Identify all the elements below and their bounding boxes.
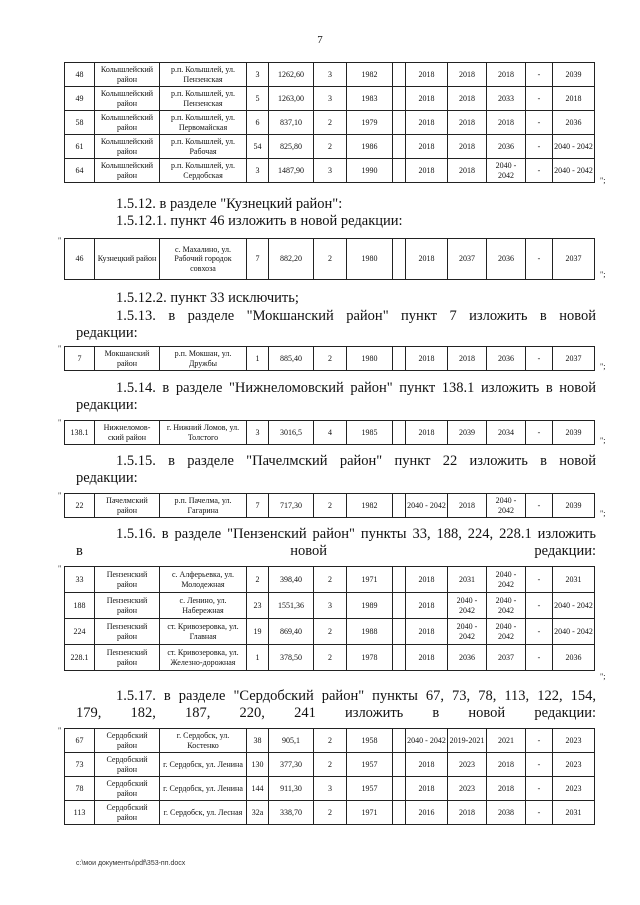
table-cell: 1263,00 bbox=[269, 87, 314, 111]
table-cell: 2033 bbox=[487, 87, 526, 111]
table-cell: ст. Кривозеровка, ул. Главная bbox=[160, 619, 247, 645]
table-cell: 2018 bbox=[406, 645, 448, 671]
table-cell: р.п. Колышлей, ул. Пензенская bbox=[160, 87, 247, 111]
table-cell: 2018 bbox=[448, 135, 487, 159]
table-cell: 717,30 bbox=[269, 494, 314, 518]
paragraph-line: 1.5.16. в разделе "Пензенский район" пункты 33, 188, 224, 228.1 изложить bbox=[116, 526, 596, 542]
table-cell: 2018 bbox=[448, 347, 487, 371]
table-cell: 2040 - 2042 bbox=[448, 593, 487, 619]
table-cell: 1983 bbox=[347, 87, 393, 111]
table-cell: Колышлейский район bbox=[95, 63, 160, 87]
footer-file-path: c:\мои документы\pdf\353-пп.docx bbox=[76, 860, 186, 867]
table-cell bbox=[393, 239, 406, 280]
table-cell: 1262,60 bbox=[269, 63, 314, 87]
table-cell bbox=[393, 645, 406, 671]
table-cell: г. Сердобск, ул. Костенко bbox=[160, 729, 247, 753]
table-cell: - bbox=[526, 593, 553, 619]
table-cell: 2018 bbox=[448, 801, 487, 825]
table-cell: 6 bbox=[247, 111, 269, 135]
table-cell: 2018 bbox=[406, 567, 448, 593]
table-cell: 2016 bbox=[406, 801, 448, 825]
table-cell: - bbox=[526, 494, 553, 518]
table-cell: 2018 bbox=[448, 63, 487, 87]
table-cell: 58 bbox=[65, 111, 95, 135]
table-cell: - bbox=[526, 729, 553, 753]
table-cell: Сердобский район bbox=[95, 801, 160, 825]
table-cell: 2034 bbox=[487, 421, 526, 445]
table-cell: 2036 bbox=[553, 111, 595, 135]
opening-quote: " bbox=[58, 491, 62, 500]
table-cell: с. Махалино, ул. Рабочий городок совхоза bbox=[160, 239, 247, 280]
table-cell: 378,50 bbox=[269, 645, 314, 671]
table-cell: 1487,90 bbox=[269, 159, 314, 183]
table-cell: 1957 bbox=[347, 753, 393, 777]
paragraph-1-5-12: 1.5.12. в разделе "Кузнецкий район": bbox=[116, 196, 343, 212]
table-cell: Нижнеломов-ский район bbox=[95, 421, 160, 445]
paragraph-line: 1.5.13. в разделе "Мокшанский район" пункт 7 изложить в новой bbox=[116, 308, 596, 324]
table-cell: 144 bbox=[247, 777, 269, 801]
table-cell: 138.1 bbox=[65, 421, 95, 445]
table-cell: 2036 bbox=[487, 239, 526, 280]
table-cell bbox=[393, 593, 406, 619]
table-cell: 2 bbox=[314, 801, 347, 825]
table-cell: 3 bbox=[314, 159, 347, 183]
table-cell bbox=[393, 753, 406, 777]
table-cell bbox=[393, 135, 406, 159]
table-cell bbox=[393, 729, 406, 753]
table-cell: 1980 bbox=[347, 347, 393, 371]
table-cell: 3016,5 bbox=[269, 421, 314, 445]
table-cell: г. Сердобск, ул. Ленина bbox=[160, 777, 247, 801]
table-row bbox=[65, 347, 595, 371]
table-row bbox=[65, 111, 595, 135]
closing-quote: "; bbox=[600, 270, 606, 279]
table-cell: - bbox=[526, 87, 553, 111]
table-cell: 2023 bbox=[553, 753, 595, 777]
table-cell: 7 bbox=[247, 494, 269, 518]
paragraph-1-5-17 bbox=[76, 688, 596, 722]
table-cell: 3 bbox=[247, 63, 269, 87]
table-cell: 2018 bbox=[406, 239, 448, 280]
table-cell: Пензенский район bbox=[95, 619, 160, 645]
table-cell: 869,40 bbox=[269, 619, 314, 645]
paragraph-1-5-15 bbox=[76, 453, 596, 487]
paragraph-line: 1.5.14. в разделе "Нижнеломовский район" пункт 138.1 изложить в новой bbox=[116, 380, 596, 396]
table-row bbox=[65, 593, 595, 619]
table-cell: Мокшанский район bbox=[95, 347, 160, 371]
table-cell: 46 bbox=[65, 239, 95, 280]
table-cell: 2021 bbox=[487, 729, 526, 753]
table-cell: 1971 bbox=[347, 567, 393, 593]
table-cell: 1986 bbox=[347, 135, 393, 159]
table-cell: 2040 - 2042 bbox=[406, 729, 448, 753]
table-cell: 1958 bbox=[347, 729, 393, 753]
paragraph-1-5-16 bbox=[76, 526, 596, 560]
table-cell: - bbox=[526, 777, 553, 801]
table-row bbox=[65, 567, 595, 593]
table-cell: 2018 bbox=[406, 347, 448, 371]
table-cell: 2 bbox=[314, 135, 347, 159]
table-cell: 2031 bbox=[553, 801, 595, 825]
table-row bbox=[65, 87, 595, 111]
table-mokshan bbox=[64, 346, 595, 371]
table-cell: - bbox=[526, 239, 553, 280]
table-cell: 2 bbox=[314, 729, 347, 753]
opening-quote: " bbox=[58, 236, 62, 245]
closing-quote: "; bbox=[600, 672, 606, 681]
table-cell: 1957 bbox=[347, 777, 393, 801]
table-cell: 7 bbox=[65, 347, 95, 371]
table-cell: 2040 - 2042 bbox=[406, 494, 448, 518]
table-cell: 2037 bbox=[553, 239, 595, 280]
table-cell: 2 bbox=[314, 567, 347, 593]
table-cell: с. Алферьевка, ул. Молодежная bbox=[160, 567, 247, 593]
table-pachelma bbox=[64, 493, 595, 518]
table-cell: 2040 - 2042 bbox=[448, 619, 487, 645]
table-cell: 2037 bbox=[553, 347, 595, 371]
table-cell: 338,70 bbox=[269, 801, 314, 825]
table-cell: ст. Кривозеровка, ул. Железно-дорожная bbox=[160, 645, 247, 671]
table-cell: 73 bbox=[65, 753, 95, 777]
paragraph-line: в новой редакции: bbox=[76, 543, 596, 559]
table-cell: 54 bbox=[247, 135, 269, 159]
table-cell: 2018 bbox=[448, 494, 487, 518]
table-cell: 377,30 bbox=[269, 753, 314, 777]
table-cell: 2019-2021 bbox=[448, 729, 487, 753]
table-cell: 2 bbox=[314, 111, 347, 135]
table-cell: - bbox=[526, 567, 553, 593]
table-cell: 3 bbox=[314, 593, 347, 619]
paragraph-line: 1.5.15. в разделе "Пачелмский район" пункт 22 изложить в новой bbox=[116, 453, 596, 469]
table-cell: 67 bbox=[65, 729, 95, 753]
table-cell: 19 bbox=[247, 619, 269, 645]
table-cell bbox=[393, 567, 406, 593]
table-cell: г. Сердобск, ул. Ленина bbox=[160, 753, 247, 777]
paragraph-1-5-12-1: 1.5.12.1. пункт 46 изложить в новой редакции: bbox=[116, 213, 403, 229]
table-cell bbox=[393, 63, 406, 87]
table-cell: Пензенский район bbox=[95, 645, 160, 671]
table-cell: 224 bbox=[65, 619, 95, 645]
table-cell: с. Ленино, ул. Набережная bbox=[160, 593, 247, 619]
table-cell: 4 bbox=[314, 421, 347, 445]
table-cell: Пензенский район bbox=[95, 593, 160, 619]
table-row bbox=[65, 421, 595, 445]
table-cell: 7 bbox=[247, 239, 269, 280]
table-cell: 2036 bbox=[448, 645, 487, 671]
table-cell: 2018 bbox=[448, 159, 487, 183]
table-cell: Кузнецкий район bbox=[95, 239, 160, 280]
table-cell: 23 bbox=[247, 593, 269, 619]
table-cell: Колышлейский район bbox=[95, 135, 160, 159]
table-cell: 64 bbox=[65, 159, 95, 183]
table-cell: р.п. Мокшан, ул. Дружбы bbox=[160, 347, 247, 371]
table-cell: 2018 bbox=[487, 777, 526, 801]
table-cell: 2 bbox=[314, 494, 347, 518]
table-cell: 2040 - 2042 bbox=[553, 159, 595, 183]
table-cell bbox=[393, 494, 406, 518]
closing-quote: "; bbox=[600, 176, 606, 185]
table-cell: 1971 bbox=[347, 801, 393, 825]
table-cell: 911,30 bbox=[269, 777, 314, 801]
table-cell: 38 bbox=[247, 729, 269, 753]
table-cell: Пачелмский район bbox=[95, 494, 160, 518]
table-cell: 2018 bbox=[406, 87, 448, 111]
table-cell: 1979 bbox=[347, 111, 393, 135]
table-cell: - bbox=[526, 63, 553, 87]
table-cell: - bbox=[526, 801, 553, 825]
table-row bbox=[65, 753, 595, 777]
table-serdobsk bbox=[64, 728, 595, 825]
table-cell: 2023 bbox=[553, 729, 595, 753]
closing-quote: "; bbox=[600, 509, 606, 518]
table-row bbox=[65, 619, 595, 645]
table-cell: 1989 bbox=[347, 593, 393, 619]
table-cell: - bbox=[526, 111, 553, 135]
table-cell: - bbox=[526, 347, 553, 371]
closing-quote: "; bbox=[600, 362, 606, 371]
table-cell: 2 bbox=[314, 239, 347, 280]
table-cell: 1551,36 bbox=[269, 593, 314, 619]
table-cell: 33 bbox=[65, 567, 95, 593]
table-row bbox=[65, 135, 595, 159]
table-cell: 2040 - 2042 bbox=[487, 593, 526, 619]
table-row bbox=[65, 159, 595, 183]
table-cell: 1978 bbox=[347, 645, 393, 671]
table-cell: г. Нижний Ломов, ул. Толстого bbox=[160, 421, 247, 445]
table-cell: 2018 bbox=[406, 777, 448, 801]
opening-quote: " bbox=[58, 344, 62, 353]
table-cell: 2039 bbox=[553, 421, 595, 445]
table-cell: 3 bbox=[314, 87, 347, 111]
table-penza bbox=[64, 566, 595, 671]
table-cell bbox=[393, 111, 406, 135]
table-cell: 2018 bbox=[406, 593, 448, 619]
table-cell: 837,10 bbox=[269, 111, 314, 135]
table-cell bbox=[393, 777, 406, 801]
table-cell: Колышлейский район bbox=[95, 87, 160, 111]
table-cell: Сердобский район bbox=[95, 777, 160, 801]
table-cell: 1988 bbox=[347, 619, 393, 645]
paragraph-line: редакции: bbox=[76, 397, 138, 413]
table-cell: 2018 bbox=[406, 619, 448, 645]
opening-quote: " bbox=[58, 726, 62, 735]
paragraph-line: редакции: bbox=[76, 325, 138, 341]
table-cell: 2031 bbox=[448, 567, 487, 593]
table-cell: р.п. Колышлей, ул. Сердобская bbox=[160, 159, 247, 183]
table-cell: 2031 bbox=[553, 567, 595, 593]
table-cell bbox=[393, 347, 406, 371]
table-cell: 2036 bbox=[487, 135, 526, 159]
table-cell: - bbox=[526, 159, 553, 183]
table-cell: 2023 bbox=[448, 753, 487, 777]
paragraph-line: редакции: bbox=[76, 470, 138, 486]
table-row bbox=[65, 494, 595, 518]
table-cell: 2040 - 2042 bbox=[553, 619, 595, 645]
table-cell: 3 bbox=[314, 63, 347, 87]
table-cell: 2040 - 2042 bbox=[487, 619, 526, 645]
table-cell: 2018 bbox=[406, 159, 448, 183]
table-cell: 113 bbox=[65, 801, 95, 825]
table-cell bbox=[393, 87, 406, 111]
table-cell: 2038 bbox=[487, 801, 526, 825]
table-cell: 2018 bbox=[487, 111, 526, 135]
table-cell: 1 bbox=[247, 645, 269, 671]
table-cell: р.п. Пачелма, ул. Гагарина bbox=[160, 494, 247, 518]
table-cell: 188 bbox=[65, 593, 95, 619]
table-cell: 2 bbox=[314, 645, 347, 671]
table-kolyshley bbox=[64, 62, 595, 183]
table-cell: 2039 bbox=[553, 63, 595, 87]
table-cell bbox=[393, 801, 406, 825]
table-cell: р.п. Колышлей, ул. Рабочая bbox=[160, 135, 247, 159]
table-cell: 2018 bbox=[487, 63, 526, 87]
table-cell: 1 bbox=[247, 347, 269, 371]
table-cell: 2 bbox=[314, 619, 347, 645]
opening-quote: " bbox=[58, 564, 62, 573]
table-kuznetsk bbox=[64, 238, 595, 280]
table-cell: 32а bbox=[247, 801, 269, 825]
table-row bbox=[65, 239, 595, 280]
table-cell: 5 bbox=[247, 87, 269, 111]
table-cell: 2018 bbox=[406, 111, 448, 135]
table-cell: Сердобский район bbox=[95, 753, 160, 777]
table-cell: 2018 bbox=[448, 87, 487, 111]
paragraph-line: 1.5.17. в разделе "Сердобский район" пункты 67, 73, 78, 113, 122, 154, bbox=[116, 688, 596, 704]
table-cell: 49 bbox=[65, 87, 95, 111]
table-cell: - bbox=[526, 753, 553, 777]
table-cell: 2039 bbox=[448, 421, 487, 445]
table-cell: 78 bbox=[65, 777, 95, 801]
table-cell: 905,1 bbox=[269, 729, 314, 753]
opening-quote: " bbox=[58, 418, 62, 427]
table-cell: - bbox=[526, 135, 553, 159]
table-cell: 2039 bbox=[553, 494, 595, 518]
table-cell: р.п. Колышлей, ул. Первомайская bbox=[160, 111, 247, 135]
table-cell: 2018 bbox=[553, 87, 595, 111]
table-cell: 2036 bbox=[553, 645, 595, 671]
table-cell: р.п. Колышлей, ул. Пензенская bbox=[160, 63, 247, 87]
table-nizhlomov bbox=[64, 420, 595, 445]
table-cell: 2 bbox=[314, 753, 347, 777]
table-cell: г. Сердобск, ул. Лесная bbox=[160, 801, 247, 825]
table-cell: 825,80 bbox=[269, 135, 314, 159]
table-cell: 398,40 bbox=[269, 567, 314, 593]
table-cell: Пензенский район bbox=[95, 567, 160, 593]
table-cell: 1990 bbox=[347, 159, 393, 183]
table-cell bbox=[393, 619, 406, 645]
paragraph-1-5-12-2: 1.5.12.2. пункт 33 исключить; bbox=[116, 290, 299, 306]
table-row bbox=[65, 63, 595, 87]
table-cell: - bbox=[526, 645, 553, 671]
table-cell: - bbox=[526, 619, 553, 645]
table-row bbox=[65, 729, 595, 753]
table-cell: 2040 - 2042 bbox=[553, 593, 595, 619]
table-cell: 2018 bbox=[406, 753, 448, 777]
table-cell: 22 bbox=[65, 494, 95, 518]
table-cell: 3 bbox=[247, 421, 269, 445]
paragraph-line: 179, 182, 187, 220, 241 изложить в новой редакции: bbox=[76, 705, 596, 721]
table-cell: 2018 bbox=[406, 421, 448, 445]
table-cell bbox=[393, 159, 406, 183]
table-cell: 2018 bbox=[406, 63, 448, 87]
table-cell: Сердобский район bbox=[95, 729, 160, 753]
table-cell: 2018 bbox=[487, 753, 526, 777]
table-cell: 228.1 bbox=[65, 645, 95, 671]
table-cell: 882,20 bbox=[269, 239, 314, 280]
table-cell: 2037 bbox=[487, 645, 526, 671]
table-cell: 48 bbox=[65, 63, 95, 87]
table-cell: 2037 bbox=[448, 239, 487, 280]
table-row bbox=[65, 801, 595, 825]
table-cell: Колышлейский район bbox=[95, 159, 160, 183]
paragraph-1-5-13 bbox=[76, 308, 596, 342]
table-cell: 885,40 bbox=[269, 347, 314, 371]
table-cell: 1985 bbox=[347, 421, 393, 445]
table-cell: 2 bbox=[314, 347, 347, 371]
table-cell: 2018 bbox=[406, 135, 448, 159]
table-cell: 130 bbox=[247, 753, 269, 777]
table-cell: 2040 - 2042 bbox=[553, 135, 595, 159]
page-number: 7 bbox=[317, 34, 323, 46]
table-cell: 2 bbox=[247, 567, 269, 593]
table-cell: 2023 bbox=[448, 777, 487, 801]
table-row bbox=[65, 777, 595, 801]
table-cell: 2040 - 2042 bbox=[487, 494, 526, 518]
table-cell: 2040 - 2042 bbox=[487, 567, 526, 593]
table-cell: 1982 bbox=[347, 63, 393, 87]
table-cell: 3 bbox=[247, 159, 269, 183]
table-cell: Колышлейский район bbox=[95, 111, 160, 135]
table-cell: 1982 bbox=[347, 494, 393, 518]
table-cell: 2040 - 2042 bbox=[487, 159, 526, 183]
table-row bbox=[65, 645, 595, 671]
closing-quote: "; bbox=[600, 436, 606, 445]
table-cell: 61 bbox=[65, 135, 95, 159]
paragraph-1-5-14 bbox=[76, 380, 596, 414]
table-cell: 2036 bbox=[487, 347, 526, 371]
table-cell: 2023 bbox=[553, 777, 595, 801]
table-cell: 1980 bbox=[347, 239, 393, 280]
table-cell: - bbox=[526, 421, 553, 445]
table-cell: 2018 bbox=[448, 111, 487, 135]
table-cell: 3 bbox=[314, 777, 347, 801]
table-cell bbox=[393, 421, 406, 445]
